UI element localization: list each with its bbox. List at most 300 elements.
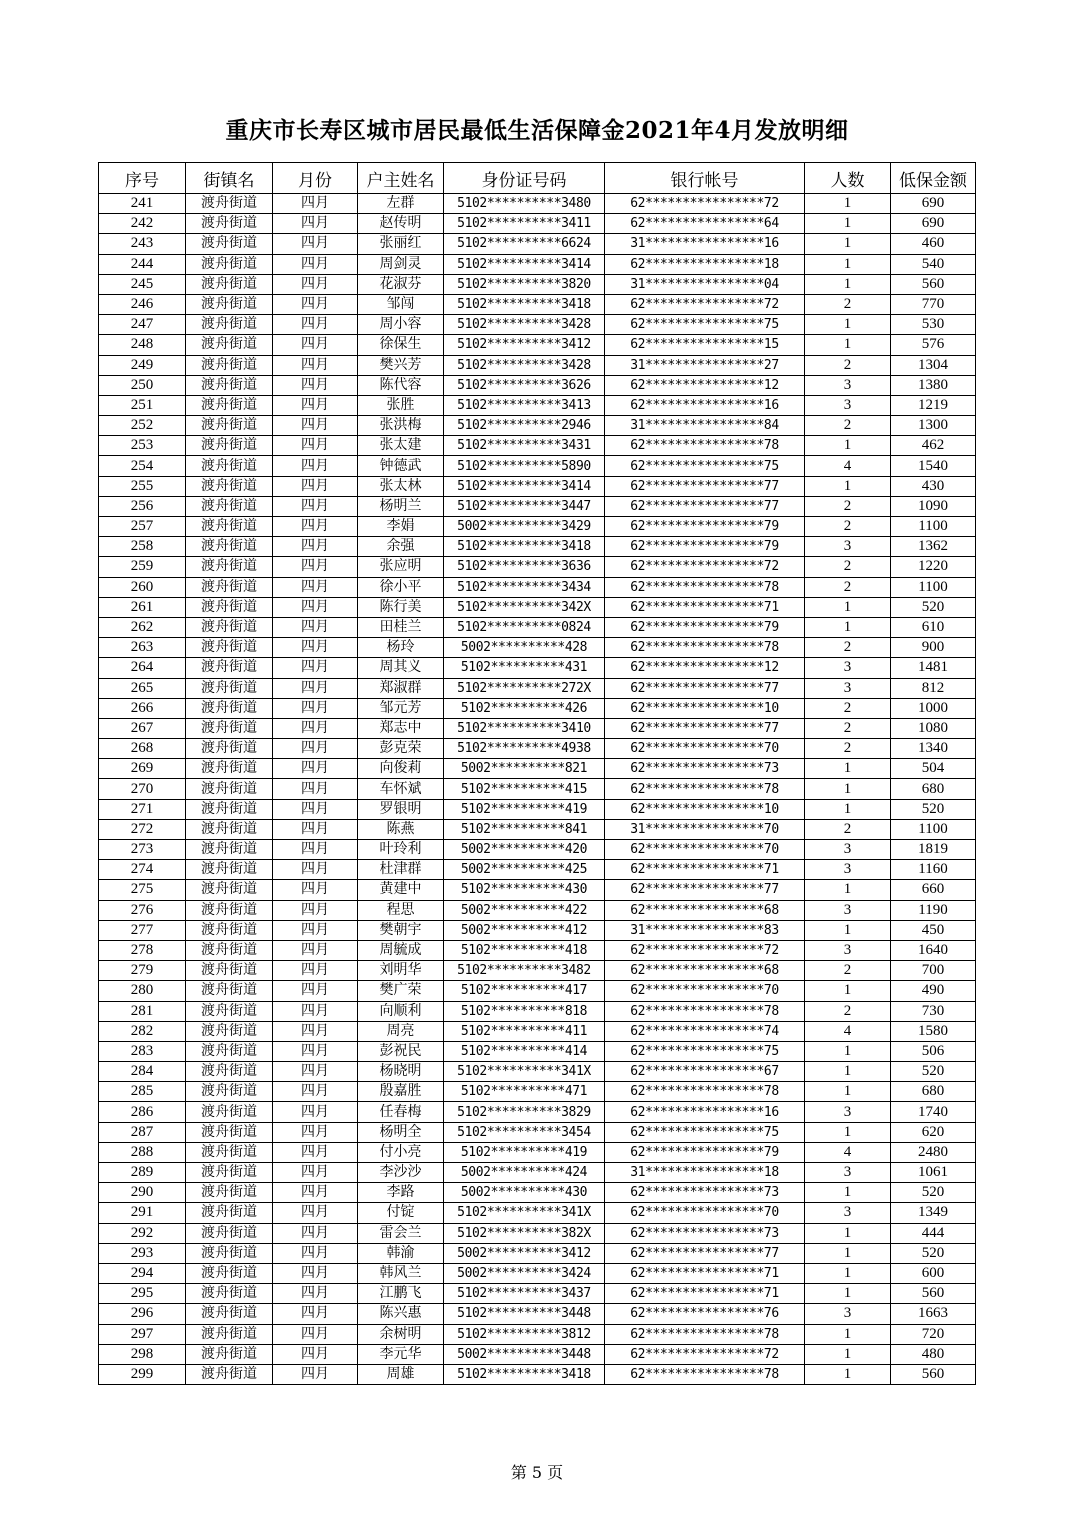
cell-month: 四月 bbox=[273, 739, 358, 759]
cell-amount: 1663 bbox=[891, 1304, 976, 1324]
cell-name: 殷嘉胜 bbox=[358, 1082, 444, 1102]
cell-name: 杨晓明 bbox=[358, 1062, 444, 1082]
cell-street: 渡舟街道 bbox=[186, 254, 273, 274]
cell-street: 渡舟街道 bbox=[186, 1203, 273, 1223]
cell-persons: 1 bbox=[805, 315, 891, 335]
table-row bbox=[99, 355, 976, 375]
cell-id-number: 5102**********3829 bbox=[444, 1102, 605, 1122]
cell-month: 四月 bbox=[273, 1263, 358, 1283]
cell-name: 程思 bbox=[358, 900, 444, 920]
cell-bank-account: 62****************77 bbox=[605, 476, 805, 496]
table-row bbox=[99, 1001, 976, 1021]
cell-month: 四月 bbox=[273, 496, 358, 516]
cell-month: 四月 bbox=[273, 759, 358, 779]
cell-month: 四月 bbox=[273, 456, 358, 476]
cell-index: 291 bbox=[99, 1203, 186, 1223]
cell-street: 渡舟街道 bbox=[186, 335, 273, 355]
cell-amount: 1362 bbox=[891, 537, 976, 557]
cell-index: 279 bbox=[99, 961, 186, 981]
cell-amount: 540 bbox=[891, 254, 976, 274]
cell-street: 渡舟街道 bbox=[186, 1041, 273, 1061]
cell-month: 四月 bbox=[273, 1062, 358, 1082]
cell-street: 渡舟街道 bbox=[186, 638, 273, 658]
cell-name: 樊广荣 bbox=[358, 981, 444, 1001]
cell-bank-account: 62****************75 bbox=[605, 1041, 805, 1061]
cell-persons: 1 bbox=[805, 1364, 891, 1384]
cell-persons: 2 bbox=[805, 355, 891, 375]
cell-amount: 530 bbox=[891, 315, 976, 335]
cell-index: 290 bbox=[99, 1183, 186, 1203]
cell-name: 樊朝宇 bbox=[358, 920, 444, 940]
cell-amount: 720 bbox=[891, 1324, 976, 1344]
table-row bbox=[99, 597, 976, 617]
cell-index: 241 bbox=[99, 194, 186, 214]
cell-bank-account: 62****************16 bbox=[605, 395, 805, 415]
cell-persons: 3 bbox=[805, 860, 891, 880]
cell-amount: 1340 bbox=[891, 739, 976, 759]
cell-amount: 1220 bbox=[891, 557, 976, 577]
cell-street: 渡舟街道 bbox=[186, 1223, 273, 1243]
table-row bbox=[99, 476, 976, 496]
cell-amount: 506 bbox=[891, 1041, 976, 1061]
cell-persons: 1 bbox=[805, 617, 891, 637]
cell-street: 渡舟街道 bbox=[186, 274, 273, 294]
cell-street: 渡舟街道 bbox=[186, 1344, 273, 1364]
table-row bbox=[99, 335, 976, 355]
cell-id-number: 5102**********419 bbox=[444, 799, 605, 819]
table-row bbox=[99, 1324, 976, 1344]
cell-bank-account: 62****************75 bbox=[605, 456, 805, 476]
cell-month: 四月 bbox=[273, 698, 358, 718]
cell-name: 邹元芳 bbox=[358, 698, 444, 718]
cell-street: 渡舟街道 bbox=[186, 1102, 273, 1122]
cell-index: 295 bbox=[99, 1284, 186, 1304]
cell-persons: 2 bbox=[805, 819, 891, 839]
cell-name: 赵传明 bbox=[358, 214, 444, 234]
cell-name: 周雄 bbox=[358, 1364, 444, 1384]
cell-amount: 490 bbox=[891, 981, 976, 1001]
cell-month: 四月 bbox=[273, 1001, 358, 1021]
cell-month: 四月 bbox=[273, 1122, 358, 1142]
cell-bank-account: 62****************77 bbox=[605, 880, 805, 900]
cell-street: 渡舟街道 bbox=[186, 1304, 273, 1324]
cell-bank-account: 31****************84 bbox=[605, 416, 805, 436]
cell-name: 雷会兰 bbox=[358, 1223, 444, 1243]
cell-bank-account: 62****************72 bbox=[605, 194, 805, 214]
cell-id-number: 5102**********3411 bbox=[444, 214, 605, 234]
cell-month: 四月 bbox=[273, 557, 358, 577]
cell-name: 任春梅 bbox=[358, 1102, 444, 1122]
cell-amount: 480 bbox=[891, 1344, 976, 1364]
cell-street: 渡舟街道 bbox=[186, 880, 273, 900]
cell-index: 274 bbox=[99, 860, 186, 880]
cell-persons: 1 bbox=[805, 1062, 891, 1082]
cell-index: 272 bbox=[99, 819, 186, 839]
cell-amount: 560 bbox=[891, 1284, 976, 1304]
cell-month: 四月 bbox=[273, 940, 358, 960]
cell-name: 杨明兰 bbox=[358, 496, 444, 516]
cell-bank-account: 62****************77 bbox=[605, 1243, 805, 1263]
cell-month: 四月 bbox=[273, 840, 358, 860]
cell-name: 李元华 bbox=[358, 1344, 444, 1364]
cell-persons: 3 bbox=[805, 1102, 891, 1122]
cell-index: 257 bbox=[99, 517, 186, 537]
cell-amount: 576 bbox=[891, 335, 976, 355]
cell-name: 陈兴惠 bbox=[358, 1304, 444, 1324]
table-row bbox=[99, 1021, 976, 1041]
cell-amount: 770 bbox=[891, 294, 976, 314]
table-row bbox=[99, 1344, 976, 1364]
cell-amount: 520 bbox=[891, 597, 976, 617]
cell-bank-account: 31****************83 bbox=[605, 920, 805, 940]
cell-amount: 520 bbox=[891, 1062, 976, 1082]
col-header-month: 月份 bbox=[273, 163, 358, 194]
cell-bank-account: 62****************79 bbox=[605, 617, 805, 637]
cell-amount: 444 bbox=[891, 1223, 976, 1243]
cell-id-number: 5002**********424 bbox=[444, 1163, 605, 1183]
cell-name: 彭祝民 bbox=[358, 1041, 444, 1061]
table-row bbox=[99, 698, 976, 718]
cell-month: 四月 bbox=[273, 880, 358, 900]
cell-bank-account: 62****************70 bbox=[605, 840, 805, 860]
cell-index: 265 bbox=[99, 678, 186, 698]
cell-persons: 1 bbox=[805, 234, 891, 254]
table-row bbox=[99, 1203, 976, 1223]
cell-id-number: 5102**********341X bbox=[444, 1062, 605, 1082]
cell-id-number: 5102**********418 bbox=[444, 940, 605, 960]
cell-id-number: 5102**********3414 bbox=[444, 254, 605, 274]
cell-street: 渡舟街道 bbox=[186, 1122, 273, 1142]
cell-persons: 3 bbox=[805, 940, 891, 960]
cell-name: 郑淑群 bbox=[358, 678, 444, 698]
col-header-street: 街镇名 bbox=[186, 163, 273, 194]
cell-street: 渡舟街道 bbox=[186, 537, 273, 557]
cell-bank-account: 62****************78 bbox=[605, 1364, 805, 1384]
cell-street: 渡舟街道 bbox=[186, 799, 273, 819]
cell-index: 263 bbox=[99, 638, 186, 658]
cell-name: 钟德武 bbox=[358, 456, 444, 476]
cell-street: 渡舟街道 bbox=[186, 1163, 273, 1183]
cell-id-number: 5102**********411 bbox=[444, 1021, 605, 1041]
cell-index: 242 bbox=[99, 214, 186, 234]
cell-street: 渡舟街道 bbox=[186, 739, 273, 759]
cell-street: 渡舟街道 bbox=[186, 718, 273, 738]
cell-month: 四月 bbox=[273, 1364, 358, 1384]
cell-month: 四月 bbox=[273, 1243, 358, 1263]
cell-street: 渡舟街道 bbox=[186, 597, 273, 617]
cell-index: 298 bbox=[99, 1344, 186, 1364]
cell-bank-account: 62****************10 bbox=[605, 698, 805, 718]
cell-street: 渡舟街道 bbox=[186, 1142, 273, 1162]
cell-persons: 2 bbox=[805, 698, 891, 718]
cell-street: 渡舟街道 bbox=[186, 1021, 273, 1041]
cell-amount: 1061 bbox=[891, 1163, 976, 1183]
cell-bank-account: 62****************75 bbox=[605, 315, 805, 335]
cell-name: 周剑灵 bbox=[358, 254, 444, 274]
cell-amount: 520 bbox=[891, 1183, 976, 1203]
cell-name: 张丽红 bbox=[358, 234, 444, 254]
cell-month: 四月 bbox=[273, 597, 358, 617]
cell-index: 299 bbox=[99, 1364, 186, 1384]
cell-name: 陈燕 bbox=[358, 819, 444, 839]
cell-street: 渡舟街道 bbox=[186, 416, 273, 436]
cell-amount: 1090 bbox=[891, 496, 976, 516]
table-row bbox=[99, 1223, 976, 1243]
table-row bbox=[99, 517, 976, 537]
cell-id-number: 5002**********425 bbox=[444, 860, 605, 880]
cell-id-number: 5102**********3447 bbox=[444, 496, 605, 516]
table-row bbox=[99, 718, 976, 738]
cell-name: 李娟 bbox=[358, 517, 444, 537]
cell-month: 四月 bbox=[273, 1284, 358, 1304]
cell-index: 255 bbox=[99, 476, 186, 496]
cell-index: 243 bbox=[99, 234, 186, 254]
cell-bank-account: 62****************77 bbox=[605, 718, 805, 738]
cell-index: 248 bbox=[99, 335, 186, 355]
cell-name: 车怀斌 bbox=[358, 779, 444, 799]
cell-month: 四月 bbox=[273, 577, 358, 597]
cell-index: 260 bbox=[99, 577, 186, 597]
cell-bank-account: 31****************27 bbox=[605, 355, 805, 375]
cell-street: 渡舟街道 bbox=[186, 496, 273, 516]
cell-street: 渡舟街道 bbox=[186, 355, 273, 375]
table-row bbox=[99, 779, 976, 799]
cell-index: 275 bbox=[99, 880, 186, 900]
cell-bank-account: 62****************12 bbox=[605, 658, 805, 678]
cell-name: 张太林 bbox=[358, 476, 444, 496]
cell-month: 四月 bbox=[273, 678, 358, 698]
cell-name: 左群 bbox=[358, 194, 444, 214]
page-number: 第 5 页 bbox=[510, 1463, 564, 1482]
cell-persons: 1 bbox=[805, 597, 891, 617]
cell-id-number: 5102**********3820 bbox=[444, 274, 605, 294]
table-row bbox=[99, 840, 976, 860]
cell-bank-account: 62****************76 bbox=[605, 1304, 805, 1324]
cell-index: 276 bbox=[99, 900, 186, 920]
col-header-persons: 人数 bbox=[805, 163, 891, 194]
table-row bbox=[99, 1122, 976, 1142]
cell-street: 渡舟街道 bbox=[186, 1263, 273, 1283]
cell-name: 田桂兰 bbox=[358, 617, 444, 637]
table-row bbox=[99, 436, 976, 456]
cell-id-number: 5102**********3410 bbox=[444, 718, 605, 738]
cell-name: 樊兴芳 bbox=[358, 355, 444, 375]
cell-month: 四月 bbox=[273, 1344, 358, 1364]
cell-amount: 730 bbox=[891, 1001, 976, 1021]
cell-index: 246 bbox=[99, 294, 186, 314]
table-row bbox=[99, 940, 976, 960]
cell-id-number: 5102**********3448 bbox=[444, 1304, 605, 1324]
cell-persons: 2 bbox=[805, 739, 891, 759]
cell-persons: 3 bbox=[805, 1163, 891, 1183]
cell-bank-account: 62****************78 bbox=[605, 1001, 805, 1021]
table-row bbox=[99, 1304, 976, 1324]
cell-amount: 520 bbox=[891, 799, 976, 819]
cell-id-number: 5002**********430 bbox=[444, 1183, 605, 1203]
cell-id-number: 5102**********341X bbox=[444, 1203, 605, 1223]
cell-id-number: 5002**********3429 bbox=[444, 517, 605, 537]
cell-amount: 600 bbox=[891, 1263, 976, 1283]
cell-amount: 1349 bbox=[891, 1203, 976, 1223]
cell-index: 249 bbox=[99, 355, 186, 375]
table-row bbox=[99, 1364, 976, 1384]
cell-persons: 1 bbox=[805, 1324, 891, 1344]
cell-name: 徐小平 bbox=[358, 577, 444, 597]
cell-persons: 3 bbox=[805, 678, 891, 698]
cell-id-number: 5102**********3480 bbox=[444, 194, 605, 214]
cell-index: 252 bbox=[99, 416, 186, 436]
cell-id-number: 5002**********422 bbox=[444, 900, 605, 920]
cell-bank-account: 62****************15 bbox=[605, 335, 805, 355]
cell-persons: 1 bbox=[805, 1082, 891, 1102]
cell-index: 270 bbox=[99, 779, 186, 799]
cell-id-number: 5102**********3428 bbox=[444, 355, 605, 375]
cell-id-number: 5002**********3424 bbox=[444, 1263, 605, 1283]
table-row bbox=[99, 617, 976, 637]
cell-name: 彭克荣 bbox=[358, 739, 444, 759]
cell-name: 张洪梅 bbox=[358, 416, 444, 436]
cell-index: 247 bbox=[99, 315, 186, 335]
cell-persons: 1 bbox=[805, 1122, 891, 1142]
cell-persons: 3 bbox=[805, 375, 891, 395]
cell-persons: 1 bbox=[805, 476, 891, 496]
cell-index: 283 bbox=[99, 1041, 186, 1061]
cell-name: 付小亮 bbox=[358, 1142, 444, 1162]
cell-persons: 3 bbox=[805, 1304, 891, 1324]
cell-id-number: 5102**********3418 bbox=[444, 1364, 605, 1384]
col-header-index: 序号 bbox=[99, 163, 186, 194]
cell-amount: 1380 bbox=[891, 375, 976, 395]
cell-persons: 2 bbox=[805, 1001, 891, 1021]
cell-month: 四月 bbox=[273, 476, 358, 496]
cell-street: 渡舟街道 bbox=[186, 1001, 273, 1021]
cell-bank-account: 62****************79 bbox=[605, 537, 805, 557]
cell-amount: 690 bbox=[891, 214, 976, 234]
table-row bbox=[99, 1243, 976, 1263]
cell-index: 261 bbox=[99, 597, 186, 617]
table-row bbox=[99, 1102, 976, 1122]
cell-bank-account: 62****************70 bbox=[605, 739, 805, 759]
cell-bank-account: 62****************16 bbox=[605, 1102, 805, 1122]
cell-month: 四月 bbox=[273, 1021, 358, 1041]
cell-index: 278 bbox=[99, 940, 186, 960]
cell-index: 280 bbox=[99, 981, 186, 1001]
cell-amount: 450 bbox=[891, 920, 976, 940]
cell-persons: 2 bbox=[805, 294, 891, 314]
table-row bbox=[99, 981, 976, 1001]
cell-bank-account: 62****************79 bbox=[605, 1142, 805, 1162]
cell-index: 253 bbox=[99, 436, 186, 456]
cell-street: 渡舟街道 bbox=[186, 759, 273, 779]
cell-amount: 1219 bbox=[891, 395, 976, 415]
cell-month: 四月 bbox=[273, 214, 358, 234]
cell-persons: 2 bbox=[805, 577, 891, 597]
cell-index: 273 bbox=[99, 840, 186, 860]
table-row bbox=[99, 1142, 976, 1162]
cell-bank-account: 62****************72 bbox=[605, 294, 805, 314]
cell-name: 张太建 bbox=[358, 436, 444, 456]
cell-id-number: 5102**********4938 bbox=[444, 739, 605, 759]
cell-index: 282 bbox=[99, 1021, 186, 1041]
cell-month: 四月 bbox=[273, 416, 358, 436]
cell-index: 285 bbox=[99, 1082, 186, 1102]
cell-id-number: 5102**********342X bbox=[444, 597, 605, 617]
cell-street: 渡舟街道 bbox=[186, 1243, 273, 1263]
cell-month: 四月 bbox=[273, 194, 358, 214]
cell-id-number: 5102**********3414 bbox=[444, 476, 605, 496]
cell-amount: 1100 bbox=[891, 577, 976, 597]
cell-name: 刘明华 bbox=[358, 961, 444, 981]
cell-street: 渡舟街道 bbox=[186, 940, 273, 960]
cell-persons: 3 bbox=[805, 900, 891, 920]
cell-month: 四月 bbox=[273, 294, 358, 314]
table-row bbox=[99, 294, 976, 314]
cell-month: 四月 bbox=[273, 375, 358, 395]
cell-name: 杜津群 bbox=[358, 860, 444, 880]
cell-name: 余强 bbox=[358, 537, 444, 557]
cell-bank-account: 62****************68 bbox=[605, 900, 805, 920]
cell-index: 258 bbox=[99, 537, 186, 557]
cell-bank-account: 62****************18 bbox=[605, 254, 805, 274]
cell-street: 渡舟街道 bbox=[186, 1082, 273, 1102]
cell-persons: 1 bbox=[805, 335, 891, 355]
cell-index: 286 bbox=[99, 1102, 186, 1122]
cell-persons: 1 bbox=[805, 1183, 891, 1203]
cell-persons: 1 bbox=[805, 1243, 891, 1263]
cell-month: 四月 bbox=[273, 1041, 358, 1061]
cell-month: 四月 bbox=[273, 395, 358, 415]
cell-month: 四月 bbox=[273, 274, 358, 294]
table-row bbox=[99, 678, 976, 698]
cell-persons: 2 bbox=[805, 961, 891, 981]
cell-name: 陈行美 bbox=[358, 597, 444, 617]
cell-persons: 1 bbox=[805, 194, 891, 214]
cell-month: 四月 bbox=[273, 335, 358, 355]
cell-persons: 1 bbox=[805, 981, 891, 1001]
cell-bank-account: 31****************16 bbox=[605, 234, 805, 254]
cell-amount: 520 bbox=[891, 1243, 976, 1263]
cell-street: 渡舟街道 bbox=[186, 1062, 273, 1082]
cell-month: 四月 bbox=[273, 436, 358, 456]
cell-month: 四月 bbox=[273, 1082, 358, 1102]
cell-month: 四月 bbox=[273, 1183, 358, 1203]
table-row bbox=[99, 416, 976, 436]
cell-persons: 3 bbox=[805, 395, 891, 415]
cell-name: 叶玲利 bbox=[358, 840, 444, 860]
cell-index: 284 bbox=[99, 1062, 186, 1082]
cell-name: 李路 bbox=[358, 1183, 444, 1203]
cell-name: 周毓成 bbox=[358, 940, 444, 960]
cell-bank-account: 62****************78 bbox=[605, 1324, 805, 1344]
cell-amount: 1160 bbox=[891, 860, 976, 880]
cell-persons: 1 bbox=[805, 779, 891, 799]
cell-street: 渡舟街道 bbox=[186, 1364, 273, 1384]
cell-amount: 610 bbox=[891, 617, 976, 637]
cell-street: 渡舟街道 bbox=[186, 577, 273, 597]
cell-name: 花淑芬 bbox=[358, 274, 444, 294]
cell-id-number: 5002**********420 bbox=[444, 840, 605, 860]
cell-id-number: 5102**********3431 bbox=[444, 436, 605, 456]
cell-bank-account: 62****************70 bbox=[605, 1203, 805, 1223]
cell-amount: 1300 bbox=[891, 416, 976, 436]
table-row bbox=[99, 1163, 976, 1183]
cell-persons: 3 bbox=[805, 658, 891, 678]
cell-amount: 1481 bbox=[891, 658, 976, 678]
table-row bbox=[99, 395, 976, 415]
cell-id-number: 5102**********0824 bbox=[444, 617, 605, 637]
cell-amount: 504 bbox=[891, 759, 976, 779]
cell-id-number: 5102**********3437 bbox=[444, 1284, 605, 1304]
